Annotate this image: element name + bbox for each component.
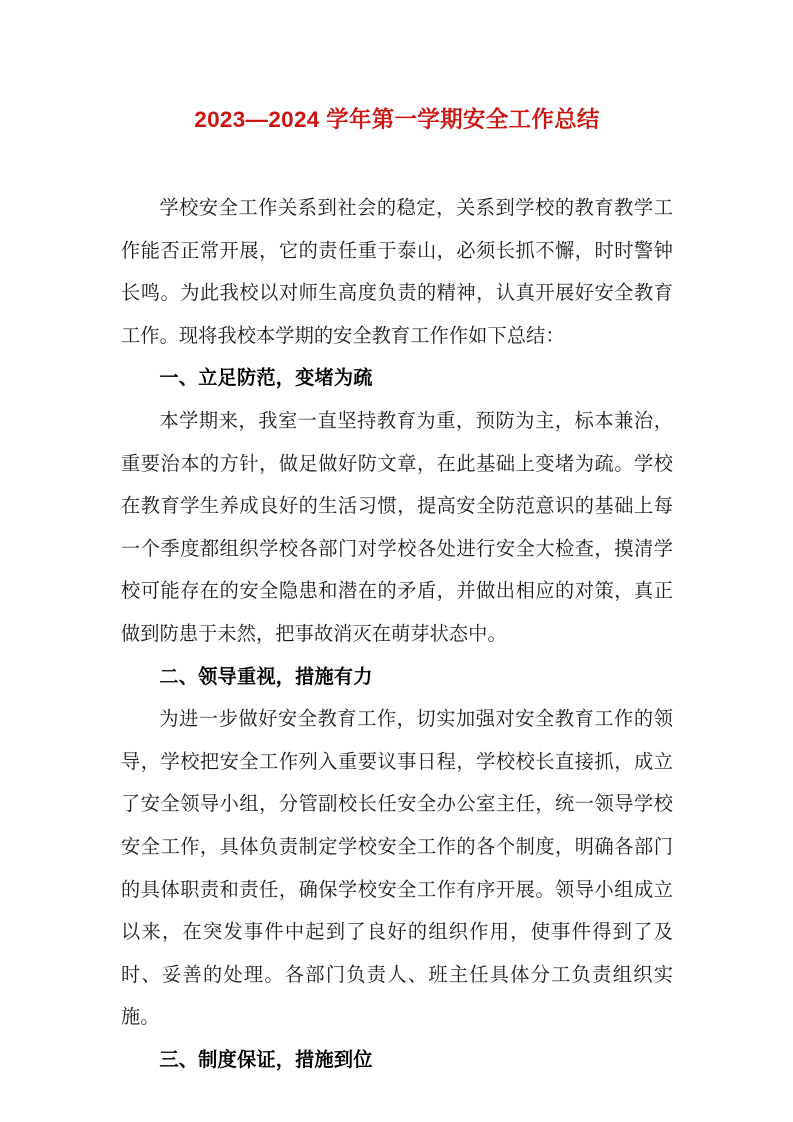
section-heading-3: 三、制度保证，措施到位	[159, 1049, 373, 1071]
document-content	[121, 188, 673, 1082]
body-paragraph-3: 为进一步做好安全教育工作，切实加强对安全教育工作的领导，学校把安全工作列入重要议事日程，学校校长直接抓，成立了安全领导小组，分管副校长任安全办公室主任，统一领导学校安全工作，具体负责制定学校安全工作的各个制度，明确各部门的具体职责和责任，确保学校安全工作有序开展。领导小组成立以来，在突发事件中起到了良好的组织作用，使事件得到了及时、妥善的处理。各部门负责人、班主任具体分工负责组织实施。	[121, 709, 673, 1029]
section-heading-1: 一、立足防范，变堵为疏	[159, 368, 373, 390]
body-paragraph-1: 学校安全工作关系到社会的稳定，关系到学校的教育教学工作能否正常开展，它的责任重于泰山，必须长抓不懈，时时警钟长鸣。为此我校以对师生高度负责的精神，认真开展好安全教育工作。现将我校本学期的安全教育工作作如下总结：	[121, 198, 673, 347]
section-heading-2: 二、领导重视，措施有力	[159, 666, 373, 688]
title-spacer	[121, 141, 673, 188]
document-body	[121, 95, 673, 1082]
page-title: 2023—2024 学年第一学期安全工作总结	[194, 107, 600, 132]
body-paragraph-2: 本学期来，我室一直坚持教育为重，预防为主，标本兼治，重要治本的方针，做足做好防文章，在此基础上变堵为疏。学校在教育学生养成良好的生活习惯，提高安全防范意识的基础上每一个季度都组织学校各部门对学校各处进行安全大检查，摸清学校可能存在的安全隐患和潜在的矛盾，并做出相应的对策，真正做到防患于未然，把事故消灭在萌芽状态中。	[121, 410, 673, 645]
